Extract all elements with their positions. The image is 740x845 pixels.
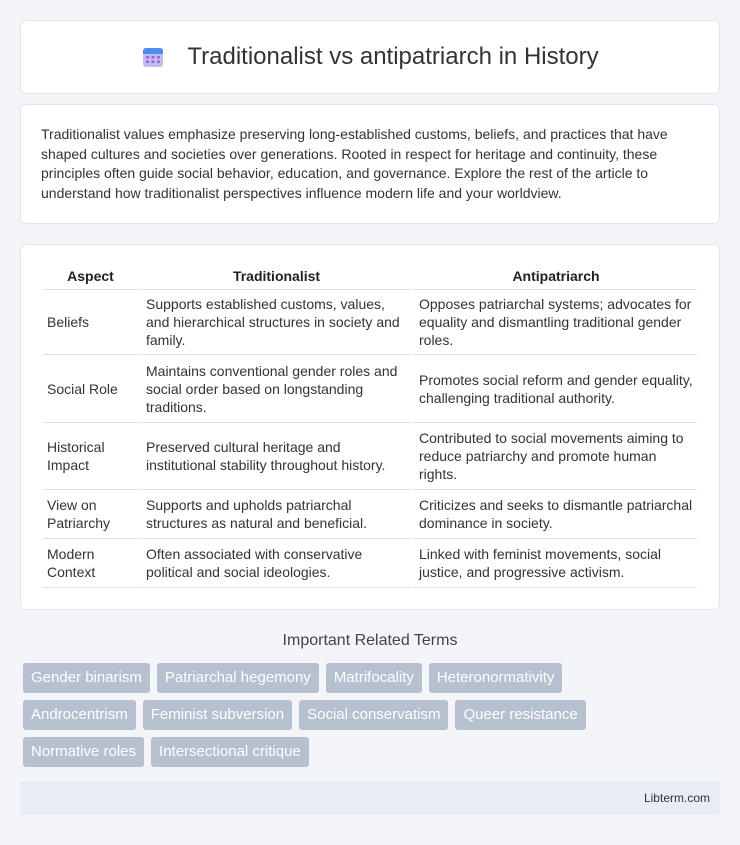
tag-row (23, 663, 723, 693)
table-row (43, 355, 697, 423)
cell-antipatriarch: Contributed to social movements aiming to reduce patriarchy and promote human rights. (411, 423, 697, 490)
related-terms-heading: Important Related Terms (282, 632, 458, 649)
cell-antipatriarch: Promotes social reform and gender equality, challenging traditional authority. (411, 355, 697, 423)
footer (20, 781, 720, 815)
tag-social-conservatism[interactable]: Social conservatism (299, 700, 448, 730)
tag-intersectional-critique[interactable]: Intersectional critique (151, 737, 309, 767)
tag-row (23, 737, 723, 767)
cell-aspect: Beliefs (43, 290, 138, 355)
cell-aspect: View on Patriarchy (43, 490, 138, 539)
page-title: Traditionalist vs antipatriarch in History (187, 43, 599, 70)
cell-antipatriarch: Opposes patriarchal systems; advocates for equality and dismantling traditional gender roles. (411, 290, 697, 355)
title-card (20, 20, 720, 94)
header-antipatriarch: Antipatriarch (411, 265, 697, 290)
tag-row (23, 700, 723, 730)
cell-aspect: Modern Context (43, 539, 138, 588)
tag-queer-resistance[interactable]: Queer resistance (455, 700, 585, 730)
header-traditionalist: Traditionalist (138, 265, 411, 290)
tag-feminist-subversion[interactable]: Feminist subversion (143, 700, 292, 730)
tag-normative-roles[interactable]: Normative roles (23, 737, 144, 767)
comparison-card (20, 244, 720, 610)
cell-traditionalist: Maintains conventional gender roles and social order based on longstanding traditions. (138, 355, 411, 423)
table-row (43, 490, 697, 539)
tag-gender-binarism[interactable]: Gender binarism (23, 663, 150, 693)
related-terms-list (23, 663, 723, 774)
cell-traditionalist: Preserved cultural heritage and institutional stability throughout history. (138, 423, 411, 490)
comparison-table (43, 265, 697, 588)
table-row (43, 290, 697, 355)
cell-antipatriarch: Linked with feminist movements, social justice, and progressive activism. (411, 539, 697, 588)
table-row (43, 423, 697, 490)
header-aspect: Aspect (43, 265, 138, 290)
intro-text: Traditionalist values emphasize preserving long-established customs, beliefs, and practices that have shaped cultures and societies over generations. Rooted in respect for heritage and continuity, these principles often guide social behavior, education, and governance. Explore the rest of the article to understand how traditionalist perspectives influence modern life and your worldview. (41, 126, 668, 201)
table-row (43, 539, 697, 588)
calendar-icon (141, 45, 165, 69)
tag-patriarchal-hegemony[interactable]: Patriarchal hegemony (157, 663, 319, 693)
tag-heteronormativity[interactable]: Heteronormativity (429, 663, 563, 693)
tag-matrifocality[interactable]: Matrifocality (326, 663, 422, 693)
cell-traditionalist: Often associated with conservative political and social ideologies. (138, 539, 411, 588)
intro-card (20, 104, 720, 224)
cell-traditionalist: Supports and upholds patriarchal structures as natural and beneficial. (138, 490, 411, 539)
cell-traditionalist: Supports established customs, values, and hierarchical structures in society and family. (138, 290, 411, 355)
cell-antipatriarch: Criticizes and seeks to dismantle patriarchal dominance in society. (411, 490, 697, 539)
tag-androcentrism[interactable]: Androcentrism (23, 700, 136, 730)
table-header-row (43, 265, 697, 290)
footer-link[interactable]: Libterm.com (643, 791, 710, 805)
cell-aspect: Social Role (43, 355, 138, 423)
cell-aspect: Historical Impact (43, 423, 138, 490)
